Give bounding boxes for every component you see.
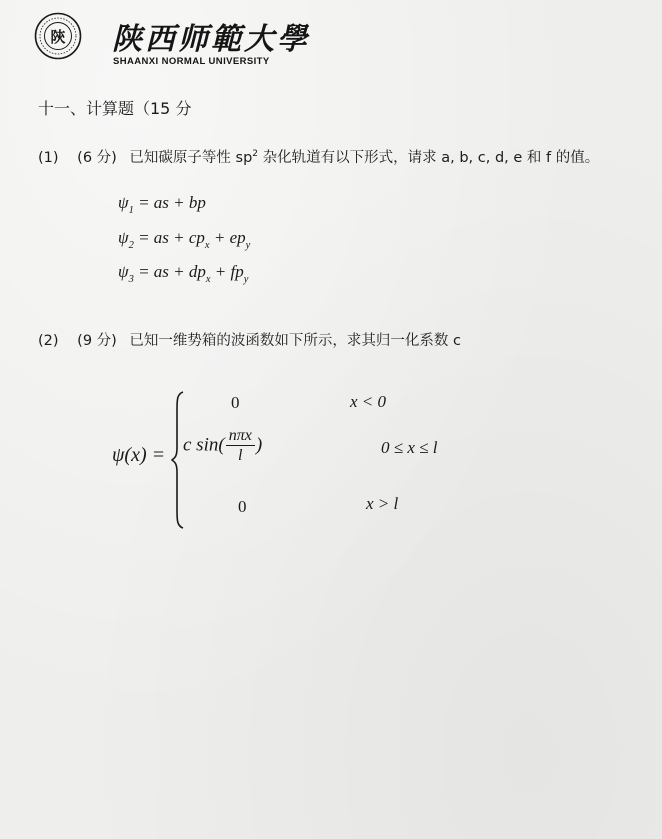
question-1-superscript: 2	[252, 149, 259, 160]
fraction-denominator: l	[238, 447, 243, 464]
eq2-sub: 2	[128, 240, 134, 251]
university-name-en: SHAANXI NORMAL UNIVERSITY	[113, 56, 270, 67]
case-3-value: 0	[238, 497, 247, 516]
case-2-value	[183, 426, 262, 466]
eq3-rhs-a: = as + dp	[133, 262, 206, 281]
eq1-lhs: ψ	[118, 193, 129, 212]
equation-psi-3	[118, 262, 249, 285]
eq1-sub: 1	[128, 205, 134, 216]
question-1-text-after: 杂化轨道有以下形式，请求 a, b, c, d, e 和 f 的值。	[262, 150, 600, 166]
case-1-condition: x < 0	[350, 392, 387, 411]
case-1-value: 0	[231, 393, 240, 412]
case-2-prefix: c sin(	[183, 434, 225, 456]
eq1-rhs: = as + bp	[133, 193, 206, 212]
question-2	[38, 329, 461, 350]
fraction-numerator: nπx	[226, 426, 255, 446]
case-3-condition: x > l	[366, 494, 399, 513]
equation-psi-1	[118, 193, 206, 216]
eq3-rhs-sub-x: x	[205, 274, 211, 285]
eq3-sub: 3	[128, 274, 134, 285]
eq2-lhs: ψ	[118, 228, 129, 247]
question-1-text-before: 已知碳原子等性 sp	[129, 150, 253, 166]
eq3-rhs-b: + fp	[210, 262, 244, 281]
eq2-rhs-sub-y: y	[245, 240, 251, 251]
seal-text: 陝	[50, 28, 66, 46]
eq2-rhs-b: + ep	[209, 228, 246, 247]
question-2-score: (9 分)	[77, 333, 117, 349]
case-2-suffix: )	[255, 434, 263, 456]
question-2-text: 已知一维势箱的波函数如下所示，求其归一化系数 c	[129, 333, 462, 349]
question-1	[38, 146, 599, 167]
eq3-lhs: ψ	[118, 262, 129, 281]
piecewise-lhs: ψ(x) =	[112, 444, 166, 466]
question-1-score: (6 分)	[77, 150, 117, 166]
case-2-condition: 0 ≤ x ≤ l	[381, 438, 438, 457]
eq3-rhs-sub-y: y	[243, 274, 249, 285]
university-name-cn: 陕西师範大學	[112, 22, 310, 57]
eq2-rhs-sub-x: x	[204, 240, 210, 251]
section-title: 十一、计算题（15 分	[38, 99, 192, 118]
question-2-number: (2)	[38, 333, 59, 349]
equation-psi-2	[118, 228, 251, 251]
university-seal-icon	[34, 12, 82, 60]
question-1-number: (1)	[38, 150, 59, 166]
case-2-fraction	[226, 426, 255, 466]
eq2-rhs-a: = as + cp	[133, 228, 205, 247]
